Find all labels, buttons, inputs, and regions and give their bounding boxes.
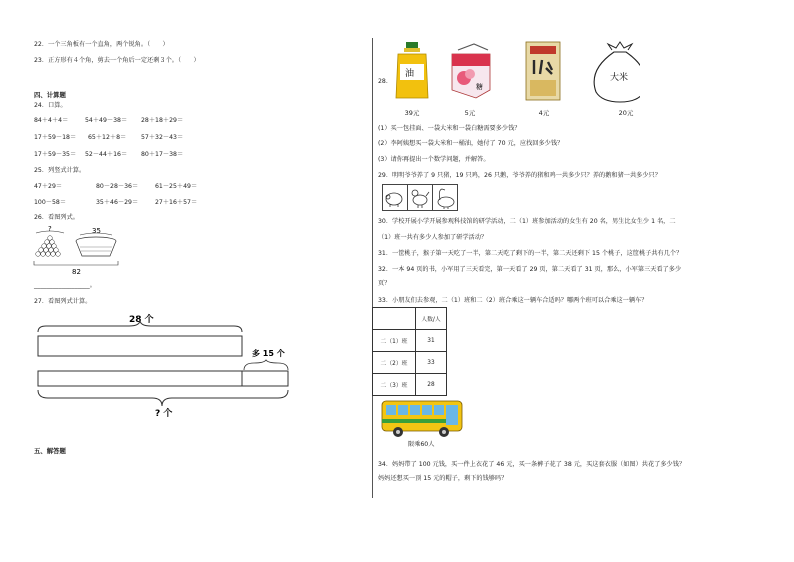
table-cell: 二（3）班 [373, 374, 416, 396]
table-cell: 33 [416, 352, 447, 374]
product-row [390, 40, 640, 110]
question-24: 24．口算。 [34, 102, 67, 109]
fruit-pile-icon [36, 236, 61, 257]
q27-bottom-label: ? 个 [155, 409, 173, 419]
vertical-item: 27＋16＋57＝ [155, 199, 198, 206]
sugar-bag-icon [452, 44, 490, 98]
oil-bottle-icon [396, 42, 428, 98]
class-size-table [372, 307, 447, 396]
q26-answer-blank: __________________。 [34, 282, 96, 289]
q27-diagram [34, 308, 304, 420]
question-28-number: 28. [378, 78, 388, 85]
question-34-line2: 妈妈还想买一顶 15 元的帽子，剩下的钱够吗？ [378, 475, 508, 482]
price-oil: 39元 [404, 109, 420, 117]
oral-item: 57＋32－43＝ [141, 134, 184, 141]
oral-item: 65＋12＋8＝ [88, 134, 127, 141]
vertical-item: 100－58＝ [34, 199, 67, 206]
sugar-label: 糖 [476, 83, 483, 91]
question-30-line1: 30．学校开展小学开展参观科技馆的研学活动，二（1）班参加活动的女生有 20 名，男生比女生少 1 名，二 [378, 218, 676, 225]
table-cell: 二（2）班 [373, 352, 416, 374]
oral-item: 28＋18＋29＝ [141, 117, 184, 124]
q27-top-label: 28 个 [129, 315, 154, 325]
oral-item: 54＋49－38＝ [85, 117, 128, 124]
oral-item: 84＋4＋4＝ [34, 117, 69, 124]
rice-label: 大米 [610, 73, 629, 83]
question-28-2: (2）李阿姨想买一袋大米和一桶油，她付了 70 元，应找回多少钱？ [378, 140, 564, 147]
oral-item: 17＋59－18＝ [34, 134, 77, 141]
vertical-item: 47＋29＝ [34, 183, 63, 190]
table-header-cell [373, 308, 416, 330]
oil-label: 油 [405, 69, 415, 79]
question-31: 31．一筐桃子，猴子第一天吃了一半，第二天吃了剩下的一半，第二天还剩下 15 个桃子，这筐桃子共有几个？ [378, 250, 683, 257]
basket-icon [76, 237, 116, 256]
bus-capacity-label: 限乘60人 [408, 441, 435, 448]
question-34-line1: 34．妈妈带了 100 元钱，买一件上衣花了 46 元，买一条裤子花了 38 元，买这套衣服（如图）共花了多少钱？ [378, 461, 686, 468]
table-cell: 28 [416, 374, 447, 396]
bus-icon [380, 397, 464, 439]
vertical-item: 35＋46－29＝ [96, 199, 139, 206]
question-32-line1: 32．一本 94 页的书，小军用了三天看完，第一天看了 29 页，第二天看了 31 页，那么，小军第三天看了多少 [378, 266, 682, 273]
q26-figure [30, 223, 140, 278]
rice-bag-icon [594, 42, 640, 102]
section-4-title: 四、计算题 [34, 91, 66, 99]
question-29: 29．明明爷爷养了 9 只猪，19 只鸡，26 只鹅，爷爷养的猪和鸡一共多少只？养的鹅和猪一共多少只？ [378, 172, 661, 179]
table-cell: 二（1）班 [373, 330, 416, 352]
question-22: 22．一个三角板有一个直角，两个锐角。（ ） [34, 41, 169, 48]
noodle-pack-icon [526, 42, 560, 100]
vertical-item: 61－25＋49＝ [155, 183, 198, 190]
price-sugar: 5元 [464, 109, 476, 117]
question-28-1: (1）买一包挂面、一袋大米和一袋白糖需要多少钱？ [378, 125, 521, 132]
question-28-3: (3）请你再提出一个数学问题，并解答。 [378, 156, 490, 163]
question-25: 25．列竖式计算。 [34, 167, 86, 174]
oral-item: 17＋59－35＝ [34, 151, 77, 158]
question-27: 27．看图列式计算。 [34, 298, 92, 305]
q27-bar-bottom-extra [242, 371, 288, 386]
price-rice: 20元 [618, 109, 634, 117]
column-divider [372, 38, 373, 498]
table-header-row [373, 308, 447, 330]
q26-basket-number: 35 [92, 227, 101, 235]
section-5-title: 五、解答题 [34, 447, 66, 455]
q27-bar-top [38, 336, 242, 356]
question-23: 23．正方形有４个角，剪去一个角后一定还剩３个。（ ） [34, 57, 200, 64]
q27-bar-bottom-main [38, 371, 242, 386]
table-row [373, 374, 447, 396]
table-row [373, 352, 447, 374]
table-row [373, 330, 447, 352]
q27-more-label: 多 15 个 [252, 349, 285, 358]
question-30-line2: （1）班一共有多少人参加了研学活动？ [378, 234, 488, 241]
price-noodles: 4元 [538, 109, 550, 117]
vertical-item: 80－28－36＝ [96, 183, 139, 190]
question-32-line2: 页？ [378, 280, 391, 287]
q26-total: 82 [72, 268, 81, 276]
animals-strip [382, 184, 460, 212]
table-header-cell: 人数/人 [416, 308, 447, 330]
table-cell: 31 [416, 330, 447, 352]
oral-item: 52－44＋16＝ [85, 151, 128, 158]
question-26: 26．看图列式。 [34, 214, 79, 221]
q26-qmark: ? [48, 225, 52, 233]
oral-item: 80＋17－38＝ [141, 151, 184, 158]
question-33: 33．小朋友们去参观，二（1）班和二（2）班合乘这一辆车合适吗？哪两个班可以合乘这一辆车？ [378, 297, 648, 304]
